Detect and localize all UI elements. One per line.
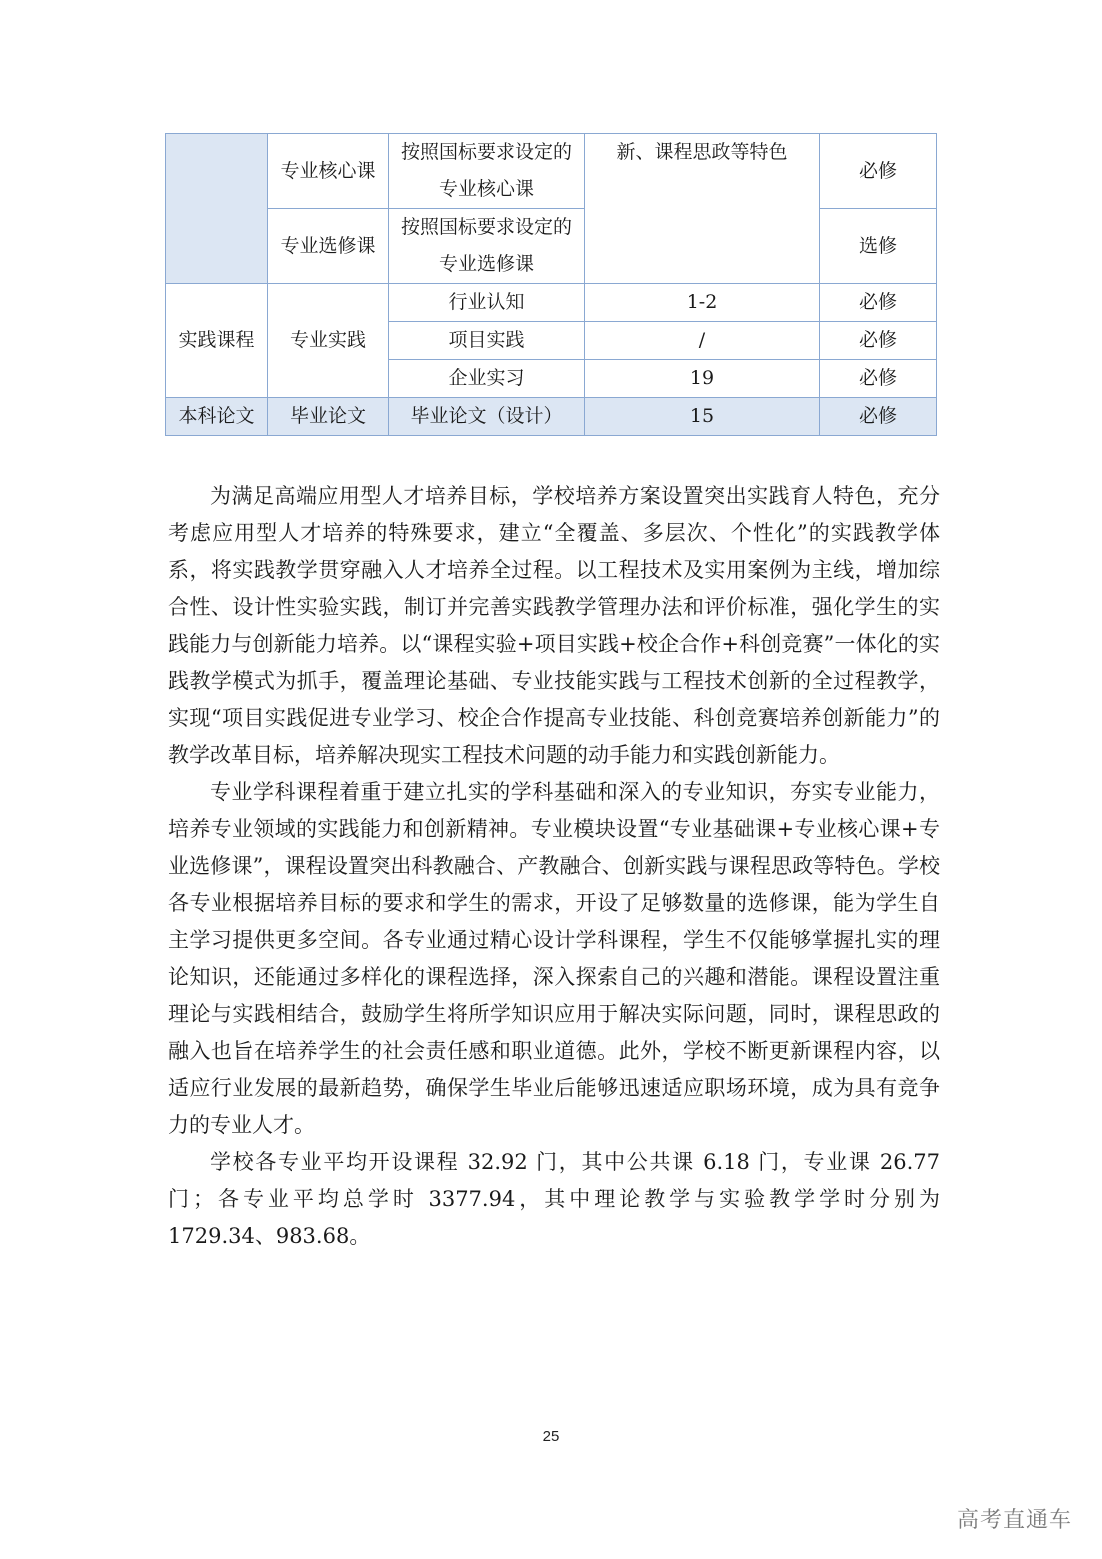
table-row bbox=[166, 398, 937, 436]
table-cell: 必修 bbox=[820, 134, 937, 209]
table-cell: 必修 bbox=[820, 360, 937, 398]
table-cell: 新、课程思政等特色 bbox=[585, 134, 820, 284]
table-cell: 企业实习 bbox=[389, 360, 585, 398]
watermark: 高考直通车 bbox=[956, 1508, 1072, 1533]
table-row bbox=[166, 209, 937, 284]
page-number: 25 bbox=[542, 1428, 560, 1445]
table-cell: 按照国标要求设定的专业选修课 bbox=[389, 209, 585, 284]
paragraph: 学校各专业平均开设课程 32.92 门，其中公共课 6.18 门，专业课 26.77 门；各专业平均总学时 3377.94，其中理论教学与实验教学学时分别为 1729.34、983.68。 bbox=[168, 1150, 940, 1248]
table-cell: 按照国标要求设定的专业核心课 bbox=[389, 134, 585, 209]
table-cell: 本科论文 bbox=[166, 398, 268, 436]
table-cell: 毕业论文 bbox=[268, 398, 389, 436]
table-cell: 毕业论文（设计） bbox=[389, 398, 585, 436]
body-text bbox=[168, 478, 940, 1255]
table-cell: 15 bbox=[585, 398, 820, 436]
table-cell: 必修 bbox=[820, 322, 937, 360]
table-cell: 项目实践 bbox=[389, 322, 585, 360]
table-cell: 必修 bbox=[820, 398, 937, 436]
table-cell: 行业认知 bbox=[389, 284, 585, 322]
paragraph: 为满足高端应用型人才培养目标，学校培养方案设置突出实践育人特色，充分考虑应用型人才培养的特殊要求，建立“全覆盖、多层次、个性化”的实践教学体系，将实践教学贯穿融入人才培养全过程。以工程技术及实用案例为主线，增加综合性、设计性实验实践，制订并完善实践教学管理办法和评价标准，强化学生的实践能力与创新能力培养。以“课程实验+项目实践+校企合作+科创竞赛”一体化的实践教学模式为抓手，覆盖理论基础、专业技能实践与工程技术创新的全过程教学，实现“项目实践促进专业学习、校企合作提高专业技能、科创竞赛培养创新能力”的教学改革目标，培养解决现实工程技术问题的动手能力和实践创新能力。 bbox=[168, 484, 940, 767]
table-cell: 选修 bbox=[820, 209, 937, 284]
table-cell: 必修 bbox=[820, 284, 937, 322]
table-cell: 19 bbox=[585, 360, 820, 398]
paragraph: 专业学科课程着重于建立扎实的学科基础和深入的专业知识，夯实专业能力，培养专业领域的实践能力和创新精神。专业模块设置“专业基础课+专业核心课+专业选修课”，课程设置突出科教融合、产教融合、创新实践与课程思政等特色。学校各专业根据培养目标的要求和学生的需求，开设了足够数量的选修课，能为学生自主学习提供更多空间。各专业通过精心设计学科课程，学生不仅能够掌握扎实的理论知识，还能通过多样化的课程选择，深入探索自己的兴趣和潜能。课程设置注重理论与实践相结合，鼓励学生将所学知识应用于解决实际问题，同时，课程思政的融入也旨在培养学生的社会责任感和职业道德。此外，学校不断更新课程内容，以适应行业发展的最新趋势，确保学生毕业后能够迅速适应职场环境，成为具有竞争力的专业人才。 bbox=[168, 780, 940, 1137]
table-cell: 实践课程 bbox=[166, 284, 268, 398]
table-row bbox=[166, 134, 937, 209]
table-cell bbox=[166, 134, 268, 284]
curriculum-table bbox=[165, 133, 937, 436]
table-row bbox=[166, 284, 937, 322]
table-cell: 专业选修课 bbox=[268, 209, 389, 284]
table-cell: / bbox=[585, 322, 820, 360]
table-cell: 1-2 bbox=[585, 284, 820, 322]
table-cell: 专业实践 bbox=[268, 284, 389, 398]
table-cell: 专业核心课 bbox=[268, 134, 389, 209]
